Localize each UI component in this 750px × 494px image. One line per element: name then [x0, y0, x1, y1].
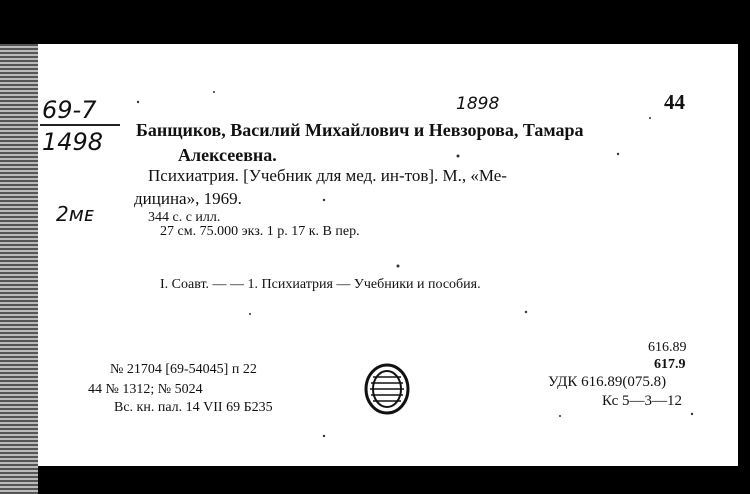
registration-line1: № 21704 [69-54045] п 22 — [110, 362, 257, 377]
side-note: 2ᴍᴇ — [56, 202, 94, 226]
title-line1: Психиатрия. [Учебник для мед. ин-тов]. М., «Ме- — [148, 166, 507, 185]
author-line2: Алексеевна. — [178, 145, 277, 165]
scan-edge-left — [0, 0, 38, 494]
format-price-line: 27 см. 75.000 экз. 1 р. 17 к. В пер. — [160, 224, 360, 239]
class-number-2: 617.9 — [654, 357, 686, 372]
kc-code: Кс 5—3—12 — [602, 393, 683, 409]
subject-entry: I. Соавт. — — 1. Психиатрия — Учебники и пособия. — [160, 277, 481, 292]
title-line2: дицина», 1969. — [134, 189, 242, 208]
registration-line2: 44 № 1312; № 5024 — [88, 382, 203, 397]
year-handwritten: 1898 — [456, 94, 500, 114]
class-number-1: 616.89 — [648, 340, 687, 355]
registration-line3: Вс. кн. пал. 14 VII 69 Б235 — [114, 400, 273, 415]
catalog-card — [38, 44, 738, 466]
call-number-bottom: 1498 — [42, 128, 104, 156]
call-number-top: 69-7 — [42, 96, 97, 124]
pages-line: 344 с. с илл. — [148, 210, 221, 225]
author-line1: Банщиков, Василий Михайлович и Невзорова, Тамара — [136, 120, 584, 140]
card-number: 44 — [664, 90, 685, 114]
udc-code: УДК 616.89(075.8) — [548, 374, 667, 390]
scan-edge-top — [0, 0, 750, 44]
scan-speckles — [38, 44, 738, 466]
